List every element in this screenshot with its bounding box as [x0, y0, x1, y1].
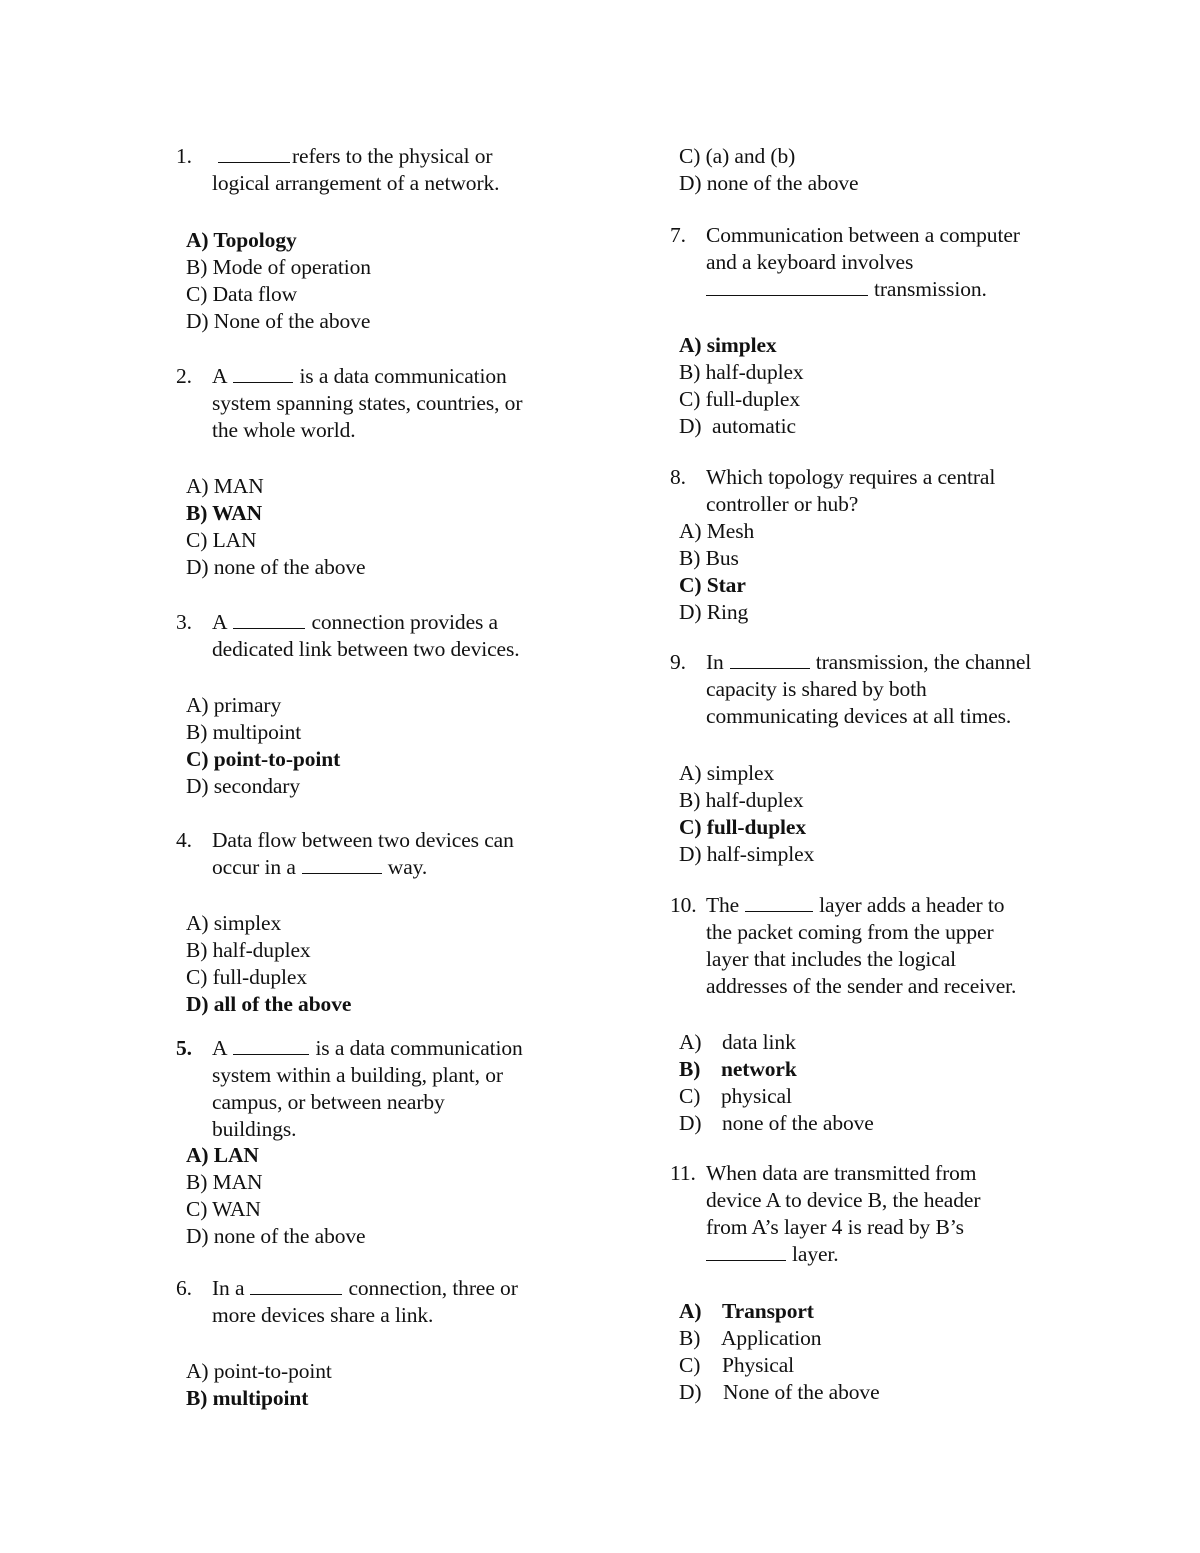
question-stem-line: layer. — [706, 1241, 839, 1268]
question-stem-line: communicating devices at all times. — [706, 704, 1012, 728]
option-c: C) Data flow — [186, 282, 298, 306]
option-c-letter: C) — [679, 1353, 701, 1377]
option-c: C) full-duplex — [679, 815, 807, 839]
option-a: A) Mesh — [679, 519, 755, 543]
option-a: A) simplex — [679, 333, 777, 357]
question-stem-line: In transmission, the channel — [706, 650, 1032, 674]
option-d: D) Ring — [679, 600, 749, 624]
question-stem-line: controller or hub? — [706, 492, 859, 516]
option-b-letter: B) — [679, 1057, 701, 1081]
answer-blank — [233, 1036, 309, 1055]
option-a: A) simplex — [186, 911, 282, 935]
option-a: A) simplex — [679, 761, 775, 785]
question-number: 8. — [670, 465, 686, 489]
option-d: D) none of the above — [186, 555, 366, 579]
question-stem-line: Communication between a computer — [706, 223, 1020, 247]
answer-blank — [745, 893, 813, 912]
question-stem-line: device A to device B, the header — [706, 1188, 981, 1212]
question-stem-line: the whole world. — [212, 418, 356, 442]
option-d: D) none of the above — [679, 171, 859, 195]
question-stem-line: logical arrangement of a network. — [212, 171, 500, 195]
question-number: 7. — [670, 223, 686, 247]
answer-blank — [250, 1276, 342, 1295]
option-b: B) half-duplex — [679, 788, 804, 812]
question-stem-line: system within a building, plant, or — [212, 1063, 503, 1087]
option-d: D) secondary — [186, 774, 301, 798]
question-stem-line: A is a data communication — [212, 1036, 523, 1060]
option-b: B) WAN — [186, 501, 263, 525]
option-d-letter: D) — [679, 1111, 702, 1135]
option-a: data link — [722, 1030, 796, 1054]
question-stem-line: more devices share a link. — [212, 1303, 434, 1327]
question-number: 4. — [176, 828, 192, 852]
option-a: A) LAN — [186, 1143, 259, 1167]
question-stem-line: dedicated link between two devices. — [212, 637, 520, 661]
option-b: B) multipoint — [186, 720, 302, 744]
question-stem-line: A connection provides a — [212, 610, 498, 634]
option-b: B) Bus — [679, 546, 739, 570]
question-stem-line: The layer adds a header to — [706, 893, 1005, 917]
answer-blank — [302, 855, 382, 874]
answer-blank — [706, 1242, 786, 1261]
option-b: network — [721, 1057, 797, 1081]
option-d: D) automatic — [679, 414, 796, 438]
question-stem-line: occur in a way. — [212, 855, 428, 879]
question-stem-line: In a connection, three or — [212, 1276, 518, 1300]
option-b: B) MAN — [186, 1170, 263, 1194]
question-stem-line: buildings. — [212, 1117, 297, 1141]
option-a: A) point-to-point — [186, 1359, 332, 1383]
question-stem-line: refers to the physical or — [218, 143, 492, 170]
option-d: None of the above — [723, 1380, 880, 1404]
option-d: D) all of the above — [186, 992, 352, 1016]
answer-blank — [218, 144, 290, 163]
question-stem-line: A is a data communication — [212, 364, 507, 388]
option-c: Physical — [722, 1353, 795, 1377]
option-a: A) Topology — [186, 228, 297, 252]
question-stem-line: addresses of the sender and receiver. — [706, 974, 1017, 998]
question-stem-line: system spanning states, countries, or — [212, 391, 523, 415]
question-stem-line: Data flow between two devices can — [212, 828, 514, 852]
option-d: D) None of the above — [186, 309, 371, 333]
option-b: B) multipoint — [186, 1386, 309, 1410]
question-stem-line: the packet coming from the upper — [706, 920, 994, 944]
option-a-letter: A) — [679, 1299, 702, 1323]
answer-blank — [233, 610, 305, 629]
question-number: 3. — [176, 610, 192, 634]
option-d: D) none of the above — [186, 1224, 366, 1248]
question-number: 5. — [176, 1036, 192, 1060]
question-number: 6. — [176, 1276, 192, 1300]
option-a: Transport — [722, 1299, 814, 1323]
question-stem-line: campus, or between nearby — [212, 1090, 445, 1114]
option-c: C) Star — [679, 573, 746, 597]
question-number: 2. — [176, 364, 192, 388]
answer-blank — [706, 277, 868, 296]
question-stem-line: layer that includes the logical — [706, 947, 957, 971]
option-b: B) half-duplex — [186, 938, 311, 962]
option-b-letter: B) — [679, 1326, 701, 1350]
option-c: C) full-duplex — [186, 965, 308, 989]
option-d: none of the above — [722, 1111, 874, 1135]
option-a: A) MAN — [186, 474, 264, 498]
question-stem-line: from A’s layer 4 is read by B’s — [706, 1215, 964, 1239]
question-number: 11. — [670, 1161, 696, 1185]
option-c: C) point-to-point — [186, 747, 341, 771]
question-stem-line: and a keyboard involves — [706, 250, 914, 274]
option-c: C) WAN — [186, 1197, 261, 1221]
option-b: Application — [721, 1326, 822, 1350]
option-c: C) (a) and (b) — [679, 144, 796, 168]
question-stem-line: transmission. — [706, 276, 987, 303]
option-c: C) LAN — [186, 528, 257, 552]
answer-blank — [233, 364, 293, 383]
question-number: 9. — [670, 650, 686, 674]
option-b: B) Mode of operation — [186, 255, 371, 279]
question-number: 10. — [670, 893, 697, 917]
option-a: A) primary — [186, 693, 282, 717]
question-stem-line: Which topology requires a central — [706, 465, 996, 489]
question-stem-line: capacity is shared by both — [706, 677, 927, 701]
option-c: physical — [721, 1084, 792, 1108]
option-d: D) half-simplex — [679, 842, 815, 866]
question-number: 1. — [176, 144, 192, 168]
answer-blank — [730, 650, 810, 669]
option-a-letter: A) — [679, 1030, 702, 1054]
option-c: C) full-duplex — [679, 387, 801, 411]
option-b: B) half-duplex — [679, 360, 804, 384]
option-d-letter: D) — [679, 1380, 702, 1404]
question-stem-line: When data are transmitted from — [706, 1161, 977, 1185]
option-c-letter: C) — [679, 1084, 701, 1108]
